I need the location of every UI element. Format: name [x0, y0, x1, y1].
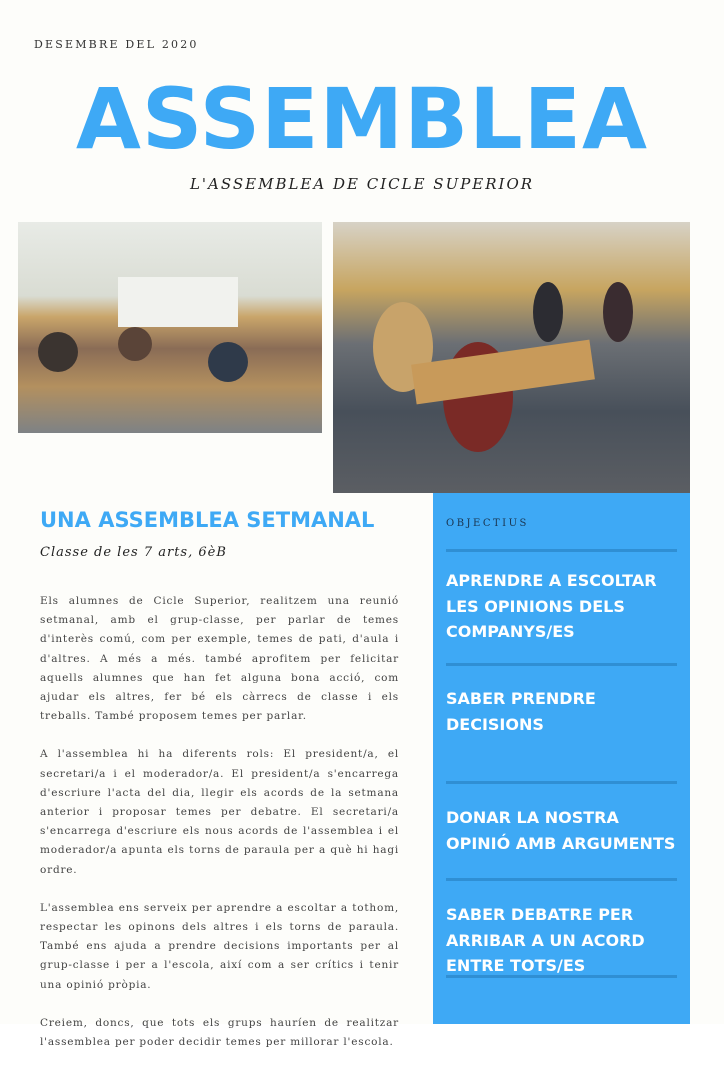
divider [446, 781, 677, 784]
objective-item: DONAR LA NOSTRA OPINIÓ AMB ARGUMENTS [446, 808, 676, 853]
divider [446, 975, 677, 978]
classroom-photo-1 [18, 222, 322, 433]
divider [446, 549, 677, 552]
paragraph: Creiem, doncs, que tots els grups hauríen de realitzar l'assemblea per poder decidir temes per millorar l'escola. [40, 1016, 399, 1049]
article-body [40, 592, 399, 1071]
paragraph: A l'assemblea hi ha diferents rols: El president/a, el secretari/a i el moderador/a. El president/a s'encarrega d'escriure l'acta del dia, llegir els acords de la setmana anterior i proposar temes per debatre. El secretari/a s'encarrega d'escriure els nous acords de l'assemblea i el moderador/a apunta els torns de paraula per a què hi hagi ordre. [40, 748, 399, 876]
class-name: Classe de les 7 arts, 6èB [40, 545, 227, 560]
divider [446, 878, 677, 881]
objectives-label: OBJECTIUS [446, 518, 529, 529]
objective-item: SABER DEBATRE PER ARRIBAR A UN ACORD ENTRE TOTS/ES [446, 905, 645, 975]
page-title: ASSEMBLEA [75, 70, 649, 168]
objective-item: APRENDRE A ESCOLTAR LES OPINIONS DELS COMPANYS/ES [446, 571, 657, 641]
divider [446, 663, 677, 666]
objectives-panel [433, 493, 690, 1024]
paragraph: L'assemblea ens serveix per aprendre a escoltar a tothom, respectar les opinons dels altres i els torns de paraula. També ens ajuda a prendre decisions importants per al grup-classe i per a l'escola, així com a ser crítics i tenir una opinió pròpia. [40, 901, 399, 991]
article-heading: UNA ASSEMBLEA SETMANAL [40, 508, 375, 532]
issue-date: DESEMBRE DEL 2020 [34, 38, 199, 51]
paragraph: Els alumnes de Cicle Superior, realitzem una reunió setmanal, amb el grup-classe, per parlar de temes d'interès comú, com per exemple, temes de pati, d'aula i d'altres. A més a més. també aprofitem per felicitar aquells alumnes que han fet alguna bona acció, com ajudar els altres, fer bé els càrrecs de classe i els treballs. També proposem temes per parlar. [40, 595, 399, 723]
page-subtitle: L'ASSEMBLEA DE CICLE SUPERIOR [189, 175, 535, 193]
classroom-photo-2 [333, 222, 690, 493]
objective-item: SABER PRENDRE DECISIONS [446, 689, 596, 734]
